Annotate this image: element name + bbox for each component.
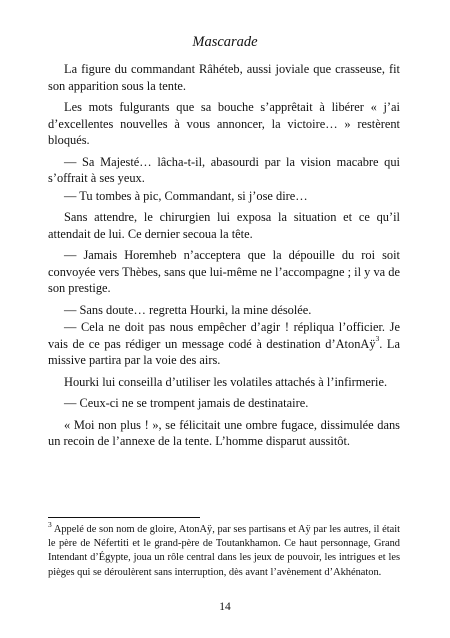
dialogue-line: — Sans doute… regretta Hourki, la mine désolée. [64,302,312,317]
dialogue-line: — Ceux-ci ne se trompent jamais de destinataire. [64,396,309,410]
body-text [48,61,400,450]
paragraph: Hourki lui conseilla d’utiliser les volatiles attachés à l’infirmerie. [64,374,388,389]
dialogue-line: — Tu tombes à pic, Commandant, si j’ose dire… [64,188,308,203]
dialogue-text: — Cela ne doit pas nous empêcher d’agir ! répliqua l’officier. Je vais de ce pas rédiger un message codé à destination d’AtonAÿ [48,320,400,351]
footnote-separator [48,517,200,518]
dialogue-line: — Jamais Horemheb n’acceptera que la dépouille du roi soit convoyée vers Thèbes, sans que lui-même ne l’accompagne ; il y va de son prestige. [48,248,400,295]
dialogue-line: — Sa Majesté… lâcha-t-il, abasourdi par la vision macabre qui s’offrait à ses yeux. [48,154,400,185]
page-number: 14 [219,601,231,613]
paragraph: Sans attendre, le chirurgien lui exposa la situation et ce qu’il attendait de lui. Ce dernier secoua la tête. [48,210,400,241]
paragraph: La figure du commandant Râhéteb, aussi joviale que crasseuse, fit son apparition sous la tente. [48,62,400,93]
footnote-number: 3 [48,519,52,529]
running-title: Mascarade [192,34,258,50]
dialogue-text: . La missive partira par la voie des airs. [48,336,401,367]
dialogue-line [48,319,400,369]
footnote-text: Appelé de son nom de gloire, AtonAÿ, par ses partisans et Aÿ par les autres, il était le père de Néfertiti et le grand-père de Toutankhamon. Ce haut personnage, Grand Intendant d’Égypte, joua un rôle central dans les jeux de pouvoir, les intrigues et les pièges qui se déroulèrent sans interruption, dès avant l’avènement d’Akhénaton. [48,524,400,578]
paragraph: Les mots fulgurants que sa bouche s’apprêtait à libérer « j’ai d’excellentes nouvelles à vous annoncer, la victoire… » restèrent bloqués. [48,100,400,147]
paragraph: « Moi non plus ! », se félicitait une ombre fugace, dissimulée dans un recoin de l’annexe de la tente. L’homme disparut aussitôt. [48,417,400,448]
footnote-reference[interactable]: 3 [375,334,380,344]
footnote [48,519,400,580]
